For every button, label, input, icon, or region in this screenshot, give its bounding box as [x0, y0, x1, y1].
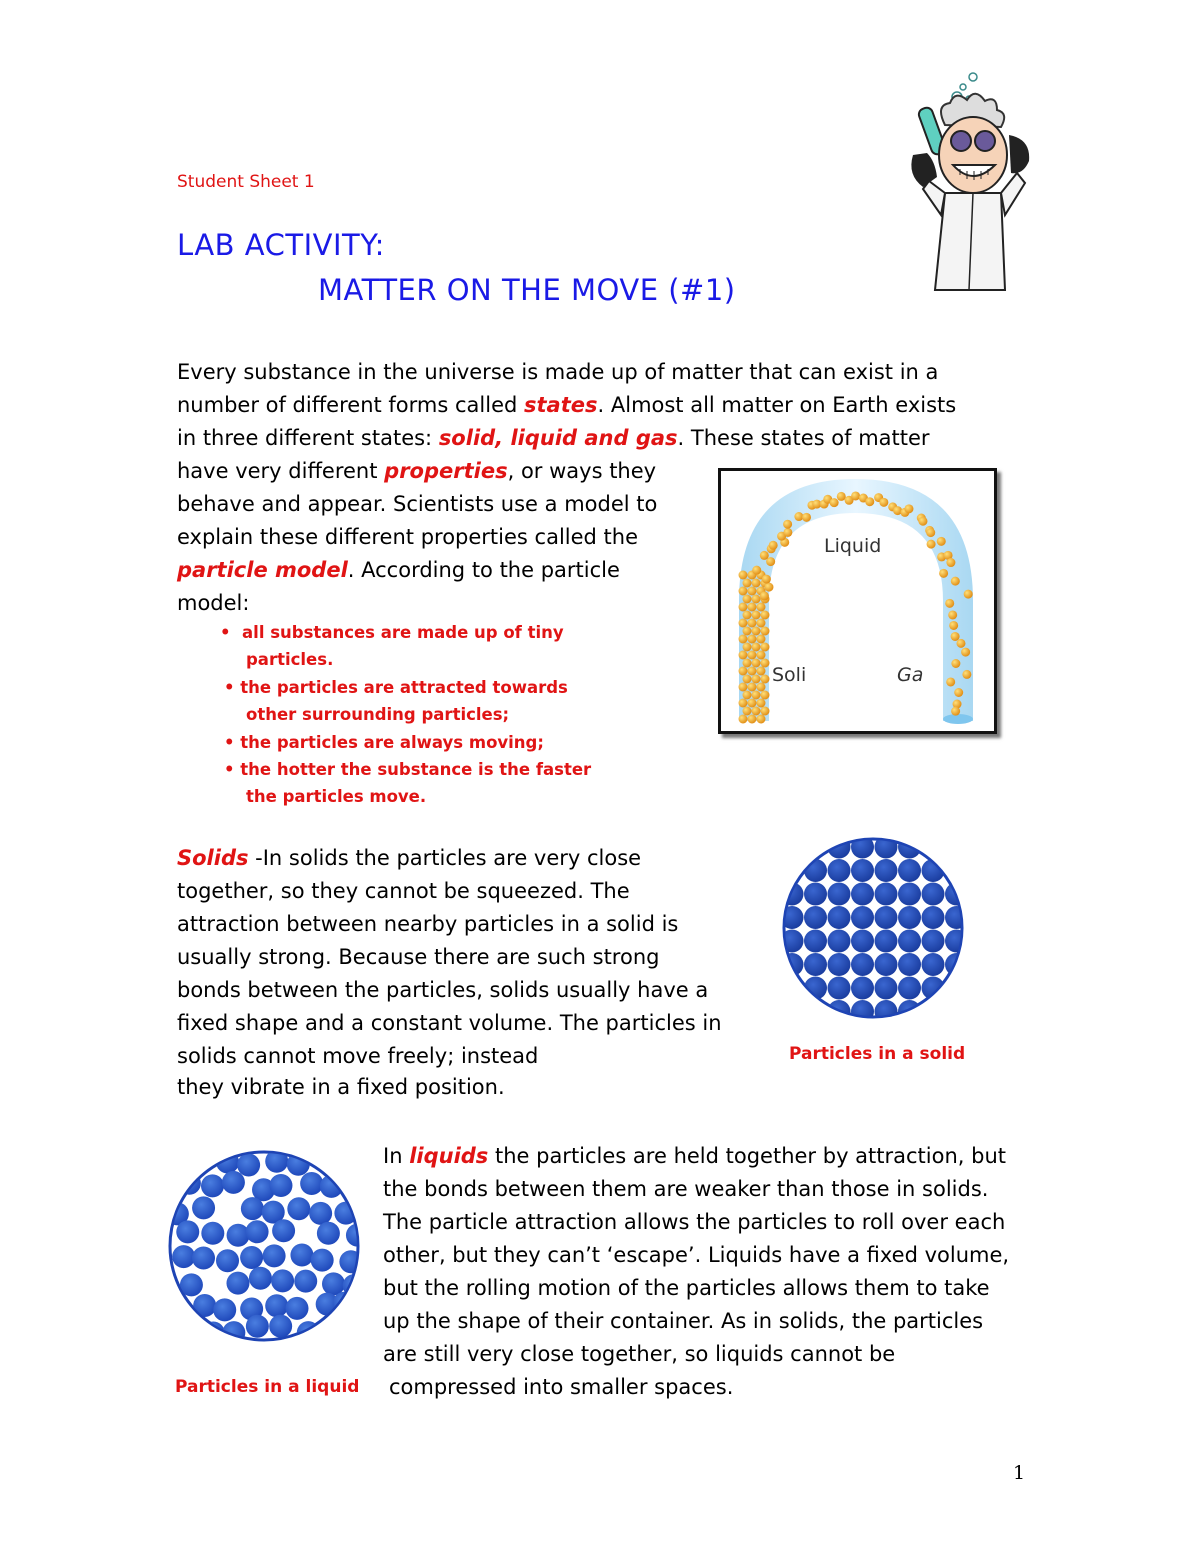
gas-state-particle [951, 577, 960, 586]
solid-particle [804, 930, 827, 953]
liquid-state-particle [939, 569, 948, 578]
solid-particle [828, 977, 851, 1000]
liquid-state-particle [769, 541, 778, 550]
solid-particle [922, 906, 945, 929]
liquid-particle [286, 1297, 309, 1320]
liquids-line: but the rolling motion of the particles allows them to take [383, 1276, 990, 1300]
gas-state-particle [948, 610, 957, 619]
solid-particle [875, 977, 898, 1000]
gas-state-particle [964, 590, 973, 599]
solids-line: they vibrate in a fixed position. [177, 1075, 505, 1099]
gas-state-particle [962, 670, 971, 679]
solid-state-particle [757, 619, 766, 628]
gas-state-particle [946, 677, 955, 686]
solid-particle [898, 859, 921, 882]
solid-state-particle [752, 707, 761, 716]
solid-state-particle [752, 579, 761, 588]
solid-particle [851, 859, 874, 882]
states-of-matter-diagram [718, 468, 997, 734]
bullet-item: • the particles are always moving; [224, 733, 544, 752]
solid-state-particle [739, 603, 748, 612]
liquid-particle [269, 1174, 292, 1197]
diagram-label-solid: Soli [772, 664, 807, 686]
solid-state-particle [748, 587, 757, 596]
liquid-particle [323, 1316, 346, 1339]
solid-particle [782, 1000, 804, 1019]
liquid-state-particle [927, 540, 936, 549]
solid-particle [782, 837, 804, 859]
liquid-state-particle [926, 528, 935, 537]
bullet-icon: • [224, 678, 241, 697]
liquid-particle [249, 1267, 272, 1290]
solid-particle [828, 953, 851, 976]
solid-state-particle [757, 683, 766, 692]
bullet-icon: • [224, 733, 241, 752]
solid-state-particle [743, 675, 752, 684]
liquid-state-particle [830, 498, 839, 507]
solid-particle [898, 953, 921, 976]
liquid-particle [201, 1222, 224, 1245]
liquid-particle [344, 1315, 360, 1338]
solid-state-particle [752, 595, 761, 604]
liquid-particle [311, 1249, 334, 1272]
solid-state-particle [748, 635, 757, 644]
solid-state-particle [761, 627, 770, 636]
liquid-state-particle [865, 497, 874, 506]
solid-state-particle [739, 715, 748, 724]
keyword-states: states [524, 393, 598, 417]
solid-state-particle [748, 715, 757, 724]
solid-state-particle [743, 611, 752, 620]
liquid-particle [287, 1197, 310, 1220]
liquid-particle [269, 1315, 292, 1338]
solid-state-particle [757, 715, 766, 724]
solid-state-particle [757, 635, 766, 644]
liquid-particle [263, 1244, 286, 1267]
liquid-state-particle [946, 558, 955, 567]
liquid-particle [317, 1222, 340, 1245]
solid-state-particle [752, 675, 761, 684]
solid-particle [851, 883, 874, 906]
scientist-cartoon-image [905, 65, 1040, 295]
liquid-particle [178, 1320, 201, 1342]
keyword-particle-model: particle model [177, 558, 348, 582]
gas-state-particle [945, 599, 954, 608]
liquids-line: compressed into smaller spaces. [389, 1375, 734, 1399]
liquid-state-particle [879, 498, 888, 507]
solid-state-particle [757, 667, 766, 676]
solids-line: attraction between nearby particles in a solid is [177, 912, 679, 936]
solid-particle [898, 977, 921, 1000]
solid-particle [828, 883, 851, 906]
solid-state-particle [739, 699, 748, 708]
solid-state-particle [739, 651, 748, 660]
intro-line: behave and appear. Scientists use a model to [177, 492, 658, 516]
solid-state-particle [757, 651, 766, 660]
liquid-state-particle [760, 591, 769, 600]
liquids-line: other, but they can’t ‘escape’. Liquids have a fixed volume, [383, 1243, 1010, 1267]
keyword-properties: properties [384, 459, 508, 483]
solid-state-particle [761, 659, 770, 668]
liquid-particle [336, 1150, 359, 1171]
liquid-particle [192, 1196, 215, 1219]
solid-particle [875, 953, 898, 976]
solid-particle [898, 883, 921, 906]
solid-state-particle [743, 579, 752, 588]
liquid-particle [322, 1272, 345, 1295]
solid-particle [922, 953, 945, 976]
liquid-particle [213, 1298, 236, 1321]
diagram-label-gas: Ga [897, 664, 924, 686]
solid-particle [922, 1000, 945, 1019]
liquid-state-particle [851, 491, 860, 500]
solid-state-particle [757, 603, 766, 612]
liquid-state-particle [762, 575, 771, 584]
solid-state-particle [761, 643, 770, 652]
solid-state-particle [748, 603, 757, 612]
liquid-particles-image [168, 1150, 360, 1342]
liquid-particle [178, 1172, 201, 1195]
liquid-state-particle [918, 517, 927, 526]
solids-line: Solids -In solids the particles are very close [177, 846, 642, 870]
gas-state-particle [954, 688, 963, 697]
liquid-particle [300, 1172, 323, 1195]
liquid-caption: Particles in a liquid [175, 1377, 360, 1397]
solid-state-particle [761, 675, 770, 684]
liquid-particle [226, 1272, 249, 1295]
liquid-state-particle [794, 512, 803, 521]
solid-state-particle [748, 699, 757, 708]
intro-line: model: [177, 591, 250, 615]
liquid-particle [168, 1151, 191, 1174]
solid-state-particle [748, 667, 757, 676]
solid-particle [945, 837, 964, 859]
title-line-1: LAB ACTIVITY: [177, 228, 385, 262]
solid-state-particle [761, 691, 770, 700]
bullet-item: • all substances are made up of tiny [220, 623, 564, 642]
liquid-state-particle [802, 513, 811, 522]
solid-state-particle [752, 691, 761, 700]
liquid-state-particle [764, 583, 773, 592]
keyword-three-states: solid, liquid and gas [438, 426, 678, 450]
liquid-state-particle [904, 504, 913, 513]
solid-particle [828, 930, 851, 953]
liquid-particle [222, 1171, 245, 1194]
page-number: 1 [1013, 1462, 1026, 1484]
solid-state-particle [743, 707, 752, 716]
liquid-state-particle [783, 520, 792, 529]
intro-line: number of different forms called states. Almost all matter on Earth exists [177, 393, 957, 417]
solid-particle [851, 930, 874, 953]
gas-state-particle [956, 639, 965, 648]
solids-line: together, so they cannot be squeezed. The [177, 879, 630, 903]
liquid-particle [241, 1197, 264, 1220]
solid-particle [945, 1000, 964, 1019]
intro-line: in three different states: solid, liquid and gas. These states of matter [177, 426, 930, 450]
solid-particle [851, 906, 874, 929]
gas-state-particle [951, 707, 960, 716]
liquid-particle [201, 1174, 224, 1197]
liquid-particle [176, 1220, 199, 1243]
solids-line: usually strong. Because there are such strong [177, 945, 660, 969]
solid-particle [898, 906, 921, 929]
solid-state-particle [752, 611, 761, 620]
solids-line: fixed shape and a constant volume. The particles in [177, 1011, 722, 1035]
liquid-particle [216, 1249, 239, 1272]
gas-state-particle [951, 659, 960, 668]
title-line-2: MATTER ON THE MOVE (#1) [318, 273, 736, 307]
bullet-item: • the particles are attracted towards [224, 678, 568, 697]
solid-particle [875, 859, 898, 882]
solid-particle [828, 859, 851, 882]
solid-particles-image [782, 837, 964, 1019]
liquid-particle [237, 1154, 260, 1177]
bullet-icon: • [220, 623, 243, 642]
solid-particle [804, 906, 827, 929]
liquid-particle [346, 1173, 360, 1196]
solid-state-particle [739, 667, 748, 676]
liquid-particle [294, 1270, 317, 1293]
intro-line: have very different properties, or ways they [177, 459, 657, 483]
liquids-line: In liquids the particles are held together by attraction, but [383, 1144, 1007, 1168]
solid-particle [922, 930, 945, 953]
solid-particle [804, 953, 827, 976]
liquid-state-particle [760, 551, 769, 560]
solid-state-particle [739, 683, 748, 692]
solid-particle [875, 883, 898, 906]
solid-state-particle [739, 619, 748, 628]
solid-particle [804, 883, 827, 906]
liquid-particle [246, 1315, 269, 1338]
solid-state-particle [757, 699, 766, 708]
liquids-line: up the shape of their container. As in solids, the particles [383, 1309, 984, 1333]
liquid-state-particle [783, 528, 792, 537]
keyword-liquids: liquids [409, 1144, 489, 1168]
liquid-particle [172, 1245, 195, 1268]
liquids-line: the bonds between them are weaker than those in solids. [383, 1177, 989, 1201]
solid-state-particle [752, 643, 761, 652]
solid-state-particle [743, 691, 752, 700]
solid-particle [922, 977, 945, 1000]
states-arch-image [721, 471, 994, 731]
solid-state-particle [748, 619, 757, 628]
solid-caption: Particles in a solid [789, 1044, 966, 1064]
liquid-particle [265, 1294, 288, 1317]
bullet-continuation: other surrounding particles; [246, 705, 510, 724]
solid-state-particle [752, 627, 761, 636]
liquid-state-particle [937, 537, 946, 546]
gas-state-particle [961, 648, 970, 657]
liquid-particle [192, 1246, 215, 1269]
solid-particle [898, 930, 921, 953]
solids-line: bonds between the particles, solids usually have a [177, 978, 709, 1002]
solid-particle [851, 977, 874, 1000]
solid-state-particle [739, 587, 748, 596]
solid-state-particle [748, 683, 757, 692]
solid-state-particle [743, 643, 752, 652]
gas-state-particle [949, 621, 958, 630]
solid-state-particle [739, 571, 748, 580]
gas-state-particle [951, 632, 960, 641]
intro-line: particle model. According to the particle [177, 558, 620, 582]
sheet-label: Student Sheet 1 [177, 172, 315, 192]
liquid-particle [290, 1244, 313, 1267]
liquids-line: are still very close together, so liquids cannot be [383, 1342, 896, 1366]
intro-line: explain these different properties called the [177, 525, 639, 549]
liquids-line: The particle attraction allows the particles to roll over each [383, 1210, 1006, 1234]
solid-particle [875, 906, 898, 929]
bullet-continuation: particles. [246, 650, 334, 669]
liquid-particle [271, 1269, 294, 1292]
bullet-item: • the hotter the substance is the faster [224, 760, 592, 779]
bullet-icon: • [224, 760, 241, 779]
solid-particle [804, 859, 827, 882]
intro-line: Every substance in the universe is made up of matter that can exist in a [177, 360, 939, 384]
solids-line: solids cannot move freely; instead [177, 1044, 539, 1068]
liquid-state-particle [837, 492, 846, 501]
solid-state-particle [761, 707, 770, 716]
liquid-particle [240, 1246, 263, 1269]
diagram-label-liquid: Liquid [824, 535, 882, 557]
liquid-particle [272, 1219, 295, 1242]
solid-state-particle [748, 651, 757, 660]
liquid-particle [309, 1202, 332, 1225]
solid-state-particle [743, 659, 752, 668]
keyword-solids: Solids [177, 846, 249, 870]
solid-particle [851, 953, 874, 976]
solid-particle [922, 883, 945, 906]
solid-state-particle [761, 611, 770, 620]
solid-state-particle [752, 659, 761, 668]
solid-state-particle [743, 627, 752, 636]
solid-state-particle [739, 635, 748, 644]
bullet-continuation: the particles move. [246, 787, 427, 806]
liquid-state-particle [752, 566, 761, 575]
solid-particle [828, 906, 851, 929]
solid-particle [945, 977, 964, 1000]
solid-state-particle [743, 595, 752, 604]
liquid-particle [246, 1220, 269, 1243]
solid-particle [875, 930, 898, 953]
